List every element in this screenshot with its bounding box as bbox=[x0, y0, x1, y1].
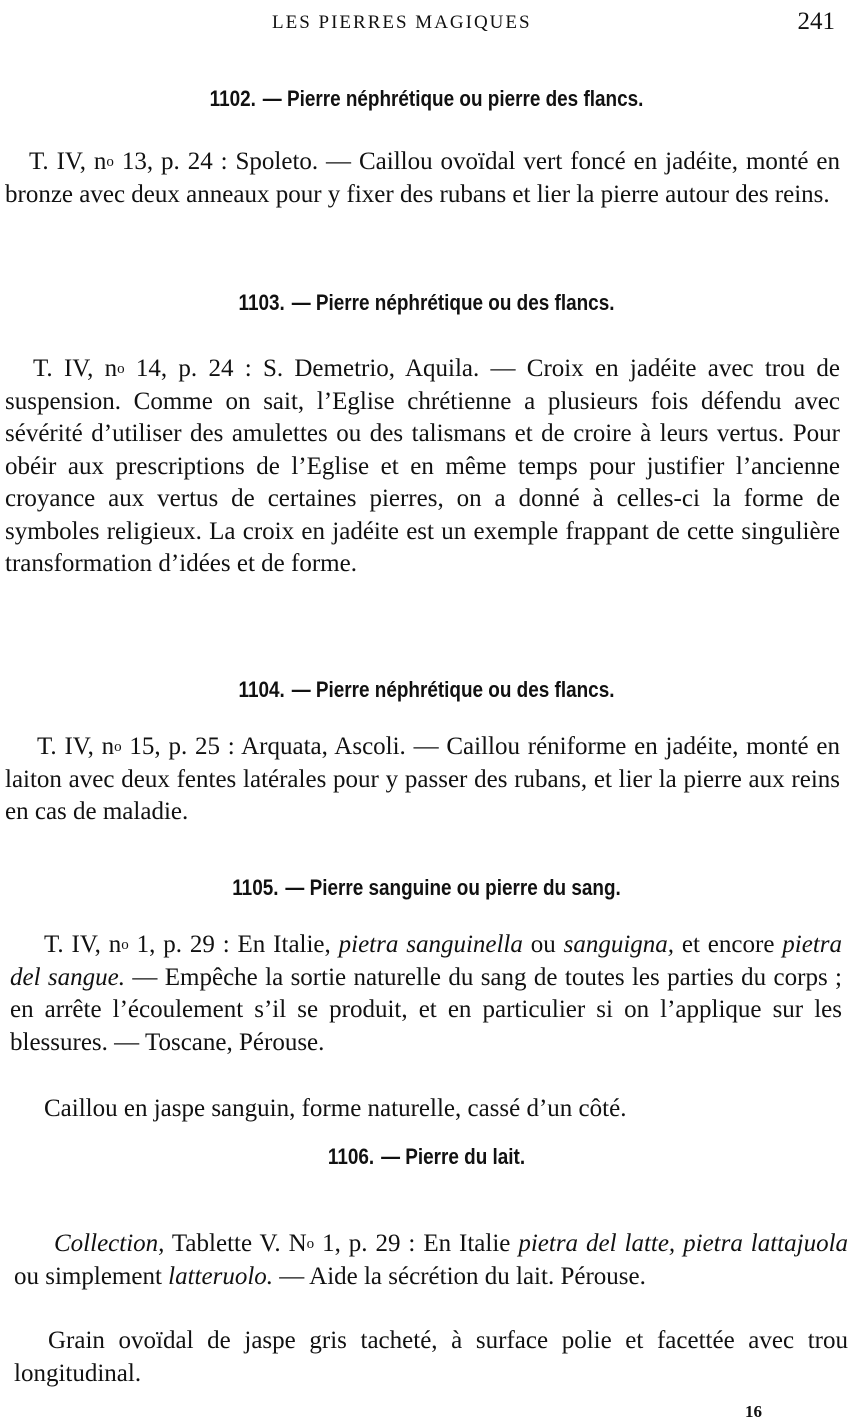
entry-heading-1104 bbox=[60, 677, 794, 703]
entry-heading-1106 bbox=[60, 1144, 794, 1170]
entry-text-1102 bbox=[5, 146, 840, 211]
italic-term: Collection, bbox=[54, 1230, 165, 1257]
entry-heading-1102 bbox=[60, 86, 794, 112]
body-text: ou simplement bbox=[14, 1262, 169, 1290]
italic-term: sanguigna, bbox=[563, 931, 675, 958]
ref-text: T. IV, n bbox=[44, 931, 122, 958]
body-text: 14, p. 24 : S. Demetrio, Aquila. — Croix en jadéite avec trou de suspension. Comme on sait, l’Eglise chrétienne a plusieurs fois défendu avec sévérité d’utiliser des amulettes ou des talismans et de croire à leurs vertus. Pour obéir aux prescriptions de l’Eglise et en même temps pour justifier l’ancienne croyance aux vertus de certaines pierres, on a donné à celles-ci la forme de symboles religieux. La croix en jadéite est un exemple frappant de cette singulière transformation d’idées et de forme. bbox=[5, 355, 840, 577]
entry-text-1104 bbox=[5, 731, 840, 829]
signature-mark: 16 bbox=[745, 1402, 762, 1421]
entry-description-1105: Caillou en jaspe sanguin, forme naturelle, cassé d’un côté. bbox=[44, 1095, 627, 1122]
entry-number: 1102. bbox=[209, 86, 256, 111]
entry-number: 1105. bbox=[232, 875, 279, 900]
italic-term: latteruolo. bbox=[168, 1262, 274, 1290]
entry-text-1103 bbox=[5, 353, 840, 581]
entry-title: — Pierre néphrétique ou pierre des flancs. bbox=[262, 86, 644, 111]
superscript: o bbox=[117, 361, 125, 377]
page-number: 241 bbox=[797, 8, 835, 35]
entry-title: — Pierre sanguine ou pierre du sang. bbox=[285, 875, 621, 900]
ref-text: T. IV, n bbox=[29, 148, 107, 175]
body-text: 13, p. 24 : Spoleto. — Caillou ovoïdal vert foncé en jadéite, monté en bronze avec deux anneaux pour y fixer des rubans et lier la pierre autour des reins. bbox=[5, 148, 840, 208]
body-text: 15, p. 25 : Arquata, Ascoli. — Caillou réniforme en jadéite, monté en laiton avec deux fentes latérales pour y passer des rubans, et lier la pierre aux reins en cas de maladie. bbox=[5, 733, 840, 825]
entry-text-1106 bbox=[14, 1228, 848, 1293]
body-text: 1, p. 29 : En Italie, bbox=[128, 931, 339, 958]
entry-heading-1105 bbox=[60, 875, 794, 901]
body-text: — Aide la sécrétion du lait. Pérouse. bbox=[273, 1262, 646, 1290]
entry-number: 1106. bbox=[327, 1144, 375, 1169]
entry-title: — Pierre néphrétique ou des flancs. bbox=[291, 677, 615, 702]
ref-text: T. IV, n bbox=[33, 355, 118, 382]
body-text: Tablette V. N bbox=[164, 1230, 307, 1257]
running-head bbox=[0, 6, 853, 40]
entry-number: 1104. bbox=[238, 677, 285, 702]
ref-text: T. IV, n bbox=[37, 733, 115, 760]
superscript: o bbox=[306, 1236, 315, 1252]
body-text: 1, p. 29 : En Italie bbox=[314, 1230, 519, 1257]
entry-title: — Pierre du lait. bbox=[381, 1144, 526, 1169]
italic-term: pietra del sangue. bbox=[10, 931, 842, 991]
entry-text-1105 bbox=[10, 929, 842, 1059]
entry-number: 1103. bbox=[238, 290, 285, 315]
body-text: et encore bbox=[674, 931, 783, 958]
entry-description-1106: Grain ovoïdal de jaspe gris tacheté, à surface polie et facettée avec trou longitudinal. bbox=[14, 1327, 848, 1387]
superscript: o bbox=[106, 154, 114, 170]
entry-title: — Pierre néphrétique ou des flancs. bbox=[291, 290, 615, 315]
body-text: ou bbox=[522, 931, 564, 958]
superscript: o bbox=[121, 937, 129, 953]
running-title: LES PIERRES MAGIQUES bbox=[272, 12, 532, 33]
entry-heading-1103 bbox=[60, 290, 794, 316]
superscript: o bbox=[114, 739, 122, 755]
body-text: — Empêche la sortie naturelle du sang de toutes les parties du corps ; en arrête l’écoulement s’il se produit, et en particulier si on l’applique sur les blessures. — Toscane, Pérouse. bbox=[10, 963, 842, 1056]
italic-term: pietra del latte, pietra lattajuola bbox=[518, 1230, 849, 1257]
italic-term: pietra sanguinella bbox=[338, 931, 523, 958]
